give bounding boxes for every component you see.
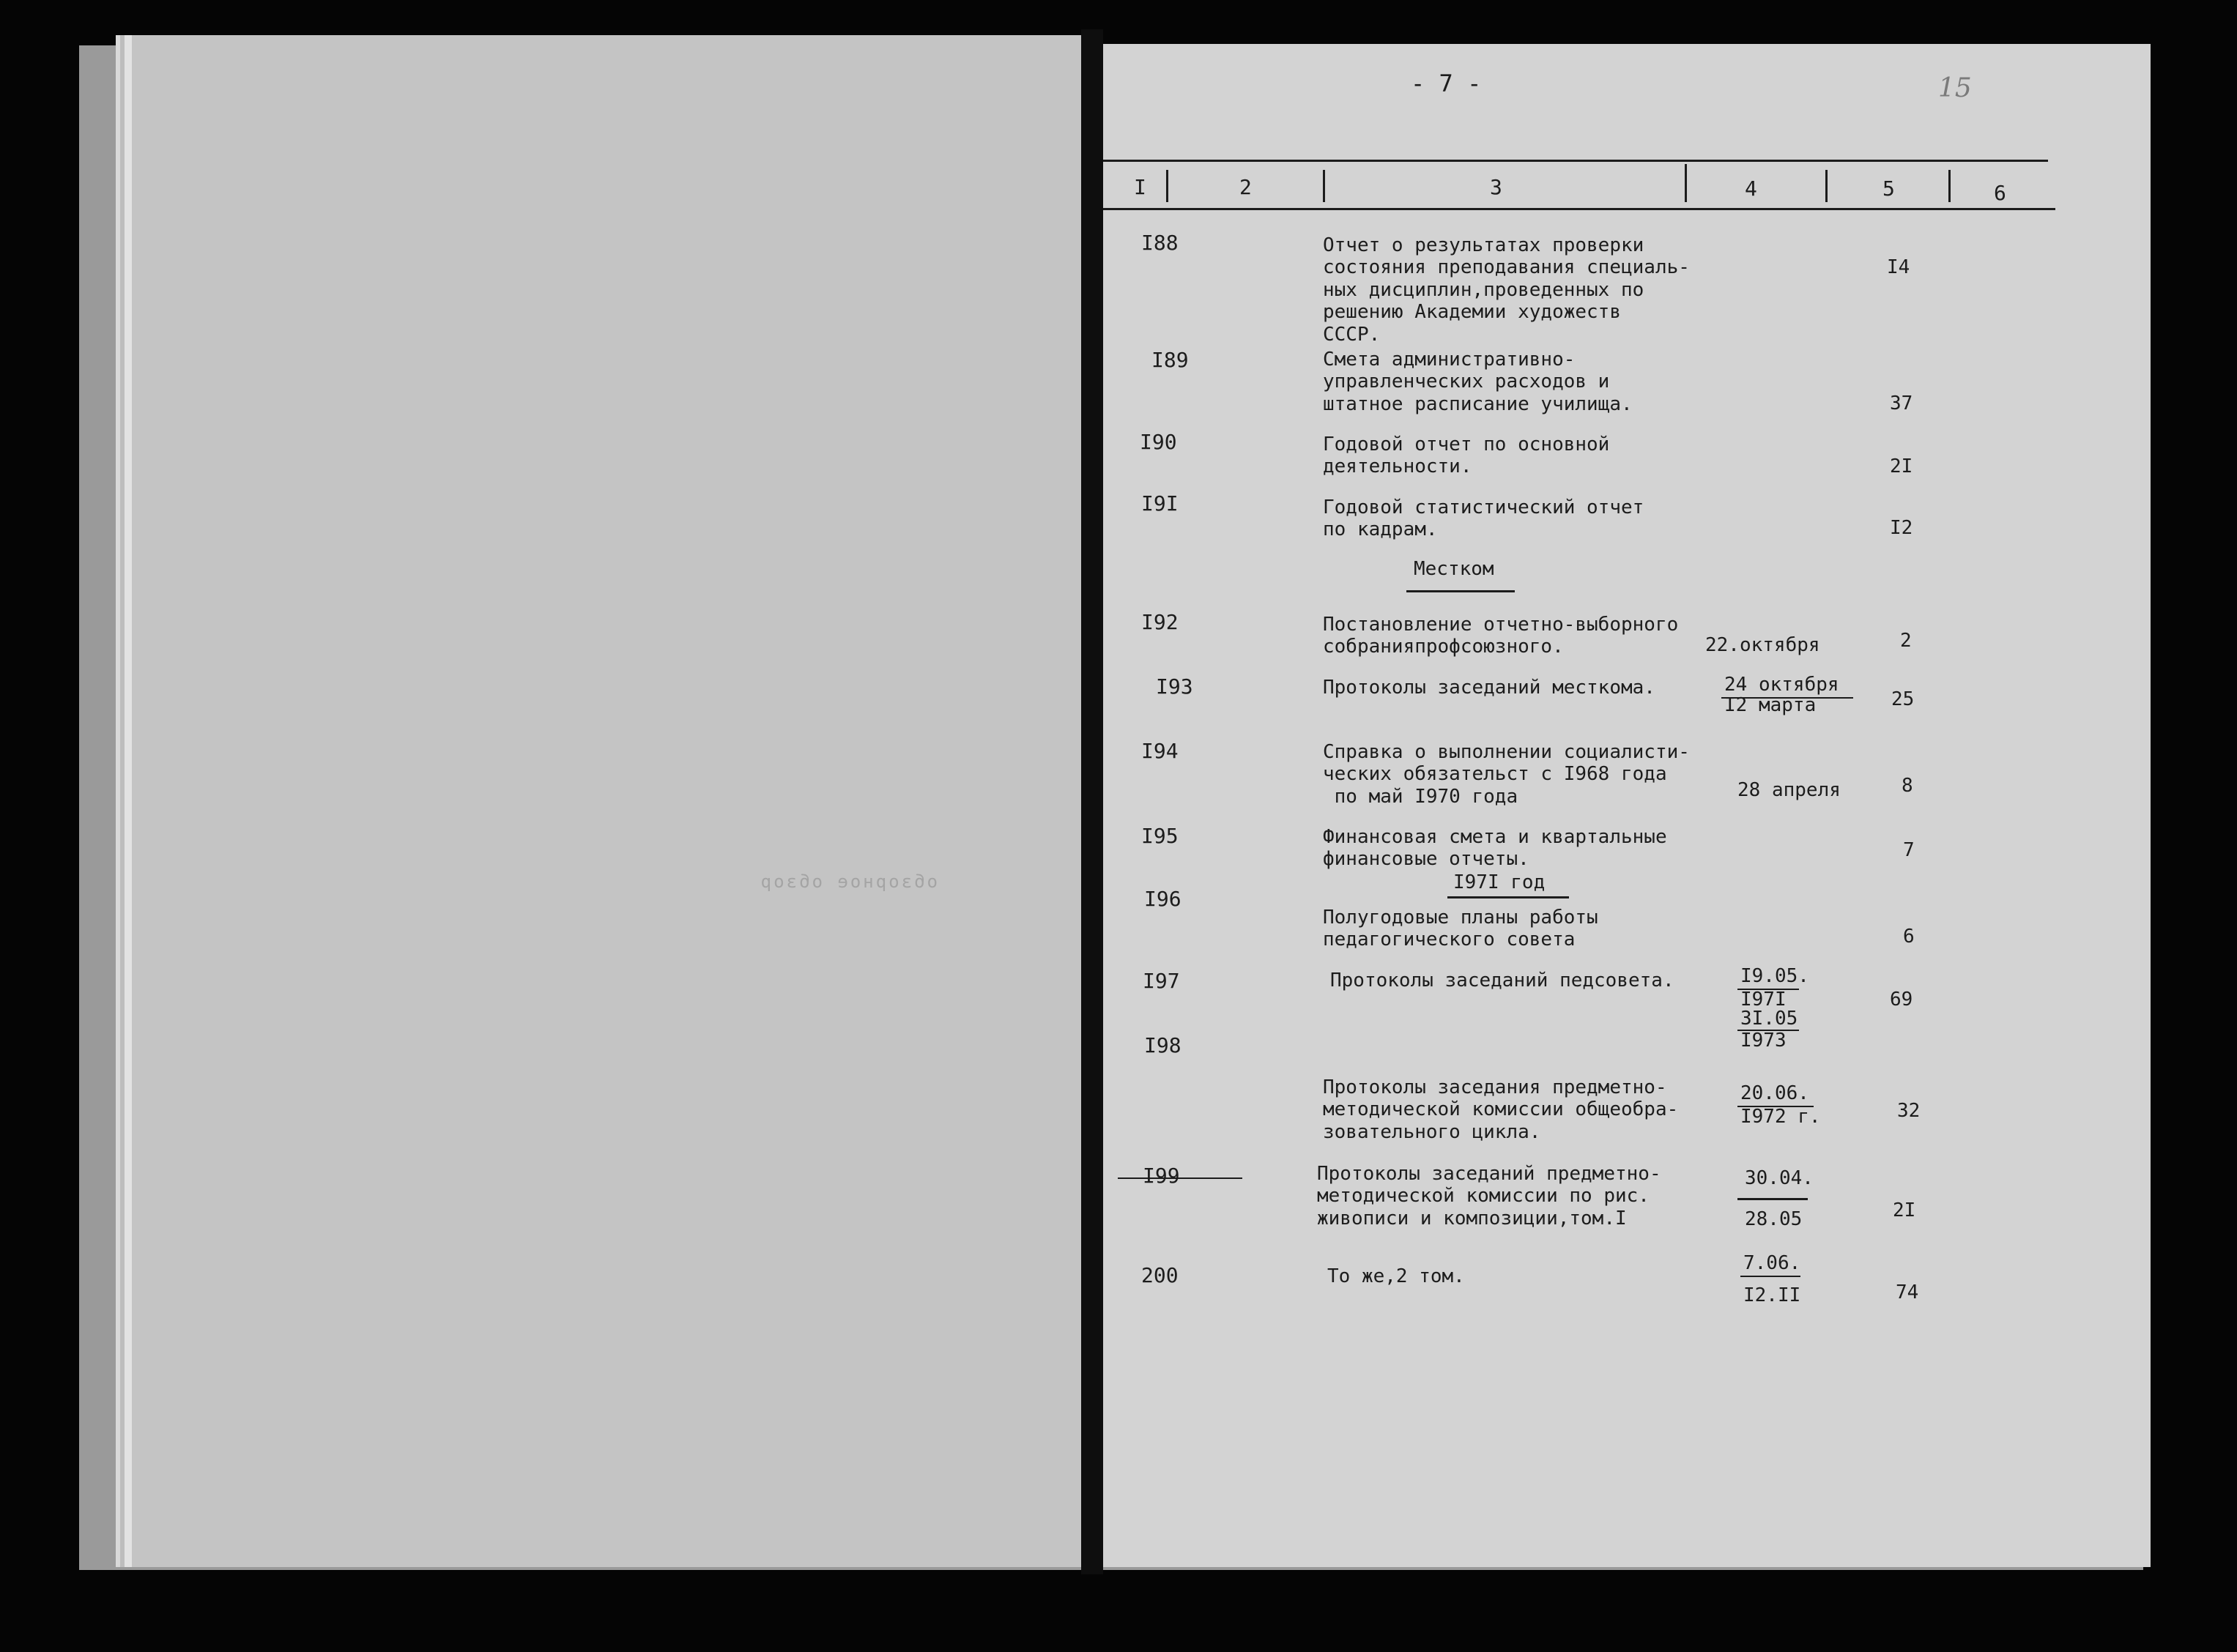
entry-title: Финансовая смета и квартальные финансовые отчеты. bbox=[1323, 826, 1667, 871]
col-divider-1 bbox=[1166, 170, 1168, 202]
entry-sheets: 37 bbox=[1890, 392, 1913, 414]
section-heading-rule bbox=[1447, 896, 1569, 898]
col-header-3: 3 bbox=[1490, 175, 1502, 199]
col-header-1: I bbox=[1134, 175, 1146, 199]
entry-sheets: 74 bbox=[1896, 1281, 1919, 1303]
entry-number: I92 bbox=[1141, 610, 1179, 634]
col-divider-2 bbox=[1323, 170, 1325, 202]
entry-sheets: 7 bbox=[1903, 839, 1915, 861]
section-heading-rule bbox=[1406, 590, 1515, 592]
entry-number: I99 bbox=[1143, 1164, 1180, 1188]
entry-sheets: 32 bbox=[1897, 1100, 1921, 1122]
strike-line bbox=[1118, 1177, 1242, 1179]
page-number: - 7 - bbox=[1411, 70, 1482, 97]
entry-title: Отчет о результатах проверки состояния преподавания специаль- ных дисциплин,проведенных по решению Академии художеств СССР. bbox=[1323, 234, 1690, 346]
entry-date-from: 24 октября bbox=[1724, 674, 1839, 696]
entry-date-to: I972 г. bbox=[1740, 1106, 1821, 1128]
col-header-4: 4 bbox=[1745, 176, 1757, 201]
entry-date: 22.октября bbox=[1705, 634, 1820, 656]
entry-date-from: 20.06. bbox=[1740, 1082, 1809, 1104]
entry-date-line: 3I.05 bbox=[1740, 1008, 1798, 1030]
date-divider bbox=[1740, 1276, 1800, 1277]
entry-date-line: I973 bbox=[1740, 1030, 1787, 1052]
right-page bbox=[1103, 44, 2151, 1567]
entry-number: I9I bbox=[1141, 491, 1179, 516]
col-header-6: 6 bbox=[1994, 181, 2006, 205]
entry-date-line: I97I bbox=[1740, 989, 1787, 1011]
entry-sheets: 8 bbox=[1902, 775, 1913, 797]
book-gutter bbox=[1081, 29, 1103, 1574]
entry-title: Справка о выполнении социалисти- ческих обязательст с I968 года по май I970 года bbox=[1323, 741, 1690, 808]
entry-title: Протоколы заседаний месткома. bbox=[1323, 677, 1655, 699]
col-divider-4 bbox=[1825, 170, 1828, 202]
entry-date-from: 7.06. bbox=[1743, 1252, 1801, 1274]
entry-date-line: I9.05. bbox=[1740, 965, 1809, 987]
entry-sheets: 2I bbox=[1890, 455, 1913, 477]
entry-title: Протоколы заседаний предметно- методической комиссии по рис. живописи и композиции,том.I bbox=[1317, 1163, 1661, 1229]
left-page-blank bbox=[125, 35, 1088, 1567]
table-top-rule bbox=[1103, 160, 2048, 162]
entry-number: I90 bbox=[1140, 430, 1177, 454]
entry-sheets: 69 bbox=[1890, 989, 1913, 1011]
entry-date-to: 28.05 bbox=[1745, 1208, 1803, 1230]
entry-number: I96 bbox=[1144, 887, 1181, 911]
col-header-5: 5 bbox=[1882, 176, 1895, 201]
entry-sheets: 2 bbox=[1900, 630, 1912, 652]
section-heading-1971: I97I год bbox=[1453, 871, 1546, 893]
date-divider bbox=[1737, 1198, 1808, 1200]
entry-number: I95 bbox=[1141, 824, 1179, 848]
entry-title: Годовой отчет по основной деятельности. bbox=[1323, 434, 1610, 478]
entry-title: То же,2 том. bbox=[1327, 1265, 1465, 1287]
entry-title: Протоколы заседаний педсовета. bbox=[1330, 970, 1674, 991]
section-heading-mestkom: Местком bbox=[1414, 558, 1494, 580]
entry-sheets: I2 bbox=[1890, 517, 1913, 539]
entry-number: I98 bbox=[1144, 1033, 1181, 1057]
folio-stamp: 15 bbox=[1938, 73, 1972, 103]
entry-title: Полугодовые планы работы педагогического совета bbox=[1323, 907, 1598, 951]
entry-sheets: 25 bbox=[1891, 688, 1915, 710]
entry-number: I94 bbox=[1141, 739, 1179, 763]
col-divider-3 bbox=[1685, 164, 1687, 202]
entry-number: I93 bbox=[1156, 674, 1193, 699]
entry-title: Смета административно- управленческих расходов и штатное расписание училища. bbox=[1323, 349, 1633, 415]
entry-date-from: 30.04. bbox=[1745, 1167, 1814, 1189]
entry-number: I89 bbox=[1151, 348, 1189, 372]
col-header-2: 2 bbox=[1239, 175, 1252, 199]
entry-number: 200 bbox=[1141, 1263, 1179, 1287]
entry-title: Протоколы заседания предметно- методической комиссии общеобра- зовательного цикла. bbox=[1323, 1076, 1679, 1143]
bleed-through-text: обзорное обзор bbox=[758, 871, 938, 892]
entry-date-to: I2 марта bbox=[1724, 694, 1817, 716]
col-divider-5 bbox=[1948, 170, 1951, 202]
entry-sheets: I4 bbox=[1887, 256, 1910, 278]
entry-date: 28 апреля bbox=[1737, 779, 1841, 801]
entry-title: Постановление отчетно-выборного собранияпрофсоюзного. bbox=[1323, 614, 1679, 658]
entry-number: I97 bbox=[1143, 969, 1180, 993]
table-header-rule bbox=[1103, 208, 2055, 210]
entry-title: Годовой статистический отчет по кадрам. bbox=[1323, 496, 1644, 541]
entry-sheets: 2I bbox=[1893, 1199, 1916, 1221]
entry-date-to: I2.II bbox=[1743, 1284, 1801, 1306]
entry-number: I88 bbox=[1141, 231, 1179, 255]
entry-sheets: 6 bbox=[1903, 926, 1915, 948]
